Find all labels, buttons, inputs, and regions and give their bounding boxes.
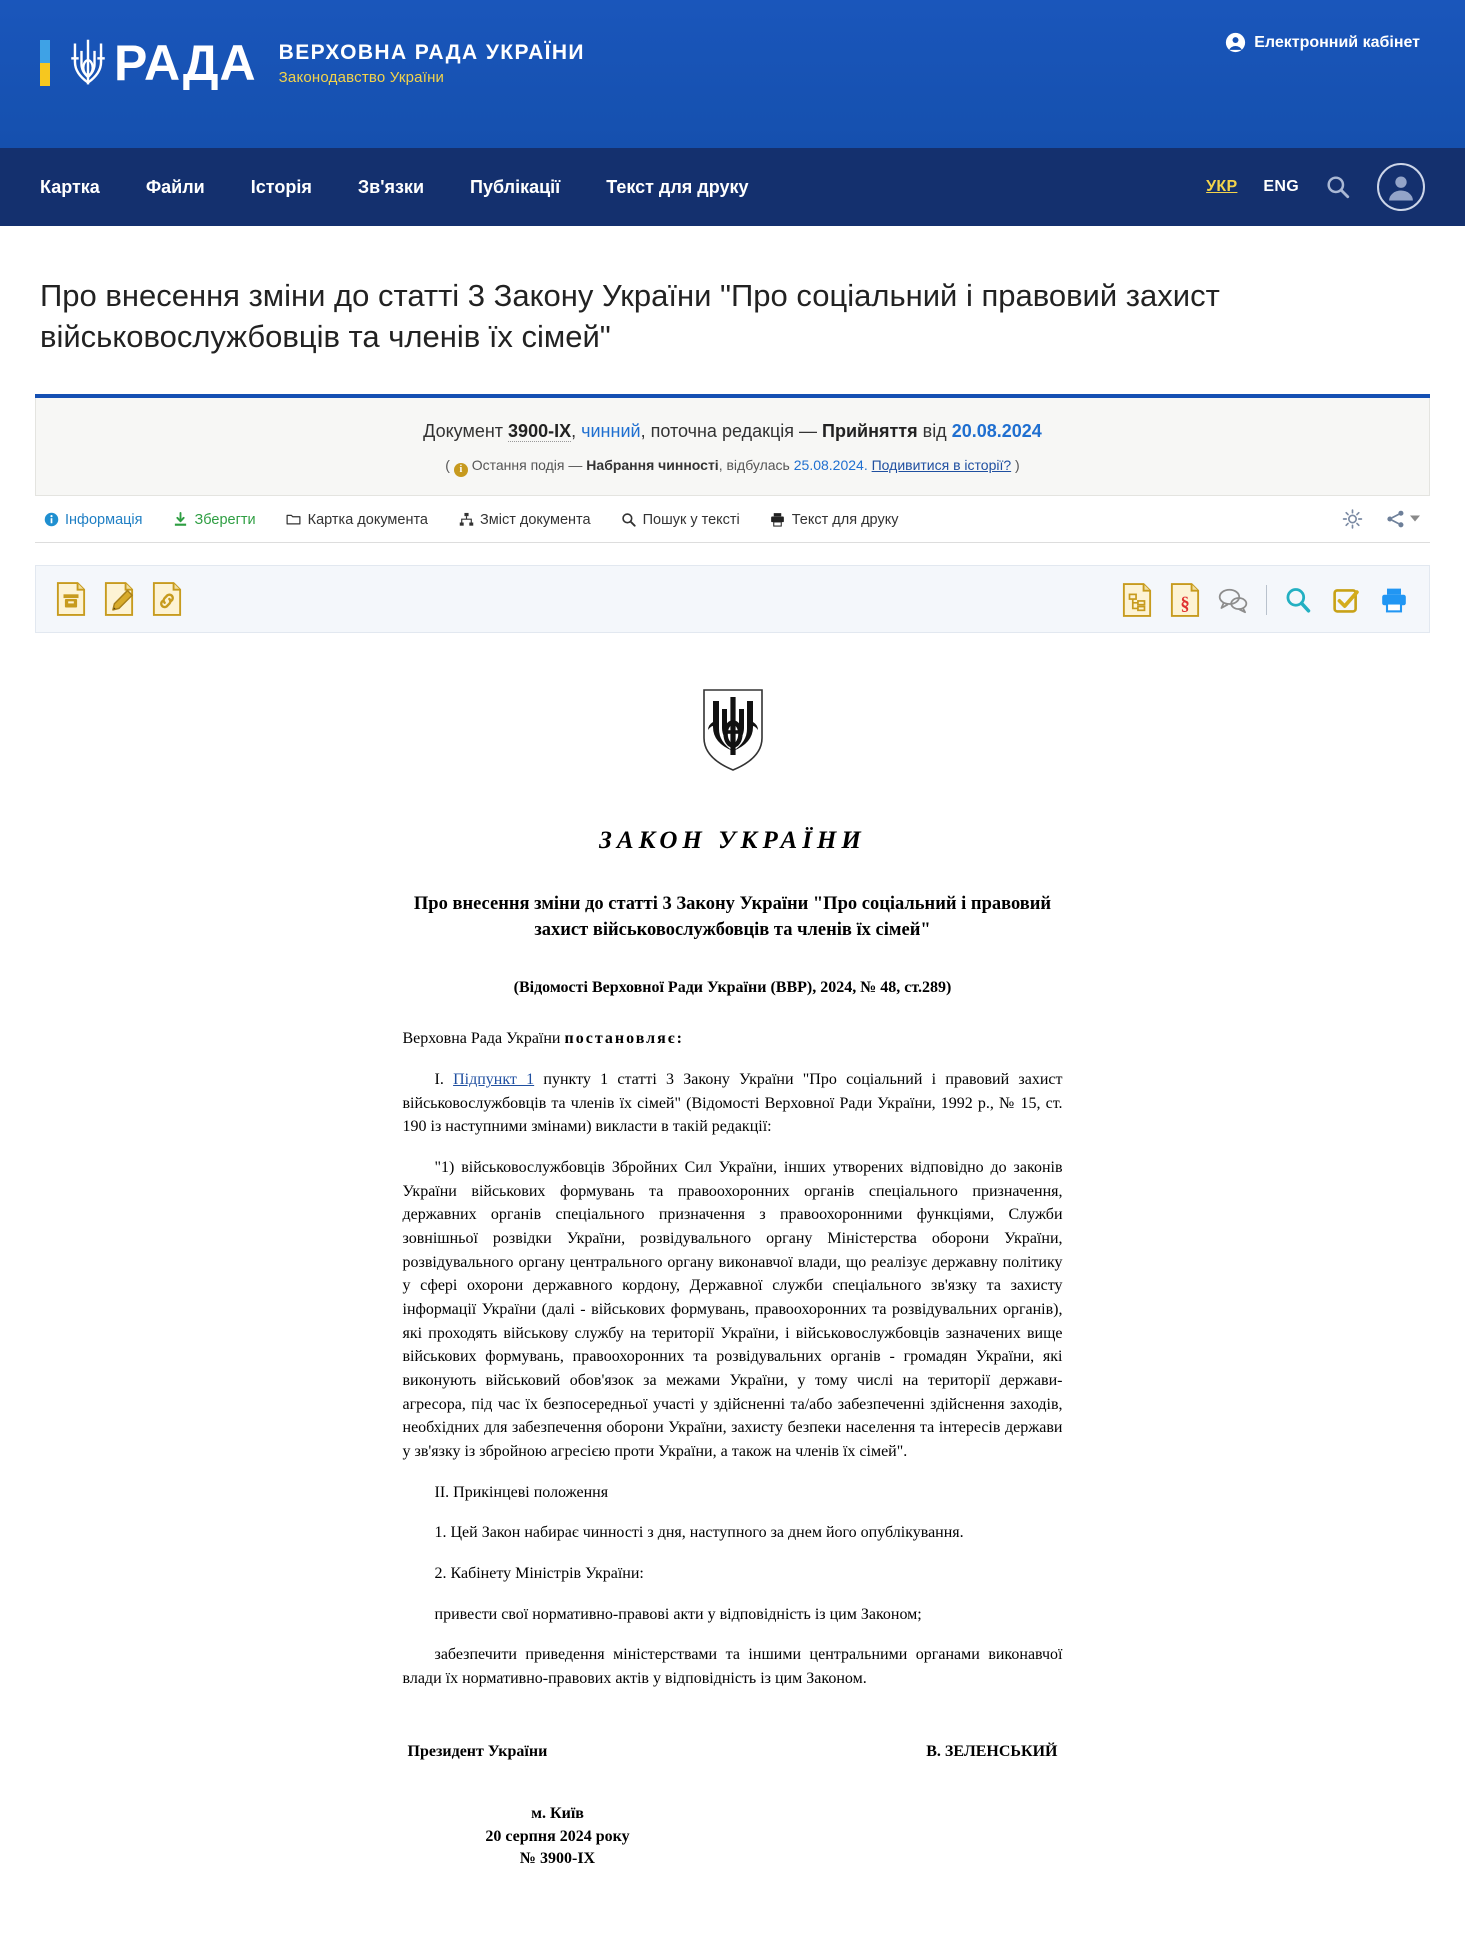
status-last-event-prefix: Остання подія — xyxy=(471,456,583,473)
action-save-label: Зберегти xyxy=(194,511,256,528)
magnifier-icon xyxy=(1284,586,1312,614)
action-document-contents[interactable] xyxy=(458,512,591,528)
comments-button[interactable] xyxy=(1216,582,1250,618)
status-primary-line: Документ 3900-IX, чинний, поточна редакція — Прийняття від 20.08.2024 xyxy=(423,420,1042,441)
clause-two-item-1: 1. Цей Закон набирає чинності з дня, наступного за днем його опублікування. xyxy=(434,1524,964,1542)
action-toolbar xyxy=(35,496,1430,543)
user-circle-icon xyxy=(1225,32,1246,53)
status-doc-number: 3900-IX xyxy=(508,420,572,441)
coat-of-arms xyxy=(403,688,1063,777)
action-search-in-text-label: Пошук у тексті xyxy=(642,511,740,528)
brand-mark: РАДА xyxy=(114,35,257,91)
document-paragraph-icon xyxy=(1170,583,1200,617)
download-icon xyxy=(173,512,189,528)
brand-title: ВЕРХОВНА РАДА УКРАЇНИ xyxy=(278,40,585,64)
signing-date: 20 серпня 2024 року xyxy=(485,1827,630,1845)
nav-right-controls xyxy=(1206,148,1425,226)
clause-two-heading: II. Прикінцеві положення xyxy=(434,1483,609,1501)
brand-subtitle: Законодавство України xyxy=(278,69,445,87)
signature-row xyxy=(403,1743,1063,1761)
action-information[interactable] xyxy=(43,512,143,528)
signature-role: Президент України xyxy=(407,1742,548,1760)
document-edit-icon xyxy=(104,582,134,616)
nav-item-zvyazky[interactable]: Зв'язки xyxy=(357,176,425,197)
action-document-contents-label: Зміст документа xyxy=(480,511,591,528)
document-structure-icon xyxy=(1122,583,1152,617)
electronic-cabinet-label: Електронний кабінет xyxy=(1254,33,1420,51)
status-paren-open: ( xyxy=(445,456,450,473)
action-print-text[interactable] xyxy=(770,512,899,528)
share-button[interactable] xyxy=(1385,508,1420,529)
document-structure-button[interactable] xyxy=(1120,582,1154,618)
view-in-history-link[interactable]: Подивитися в історії? xyxy=(871,456,1012,473)
icon-toolbar-right-group xyxy=(1106,566,1411,634)
nav-items xyxy=(40,177,749,198)
icon-toolbar-left-group xyxy=(54,581,198,617)
lang-ukr-link[interactable]: УКР xyxy=(1206,178,1238,195)
clause-two-item-2: 2. Кабінету Міністрів України: xyxy=(434,1565,644,1583)
status-last-event-name: Набрання чинності xyxy=(586,456,719,473)
printer-icon xyxy=(770,512,786,528)
document-edit-button[interactable] xyxy=(102,581,136,617)
signature-name: В. ЗЕЛЕНСЬКИЙ xyxy=(926,1742,1058,1760)
status-event-type: Прийняття xyxy=(822,420,918,441)
clause-two-subitem-2: забезпечити приведення міністерствами та іншими центральними органами виконавчої влади їх нормативно-правових актів у відповідність із цим Законом. xyxy=(402,1646,1063,1688)
share-icon xyxy=(1385,508,1406,529)
action-print-text-label: Текст для друку xyxy=(791,511,899,528)
signing-place-block xyxy=(433,1803,683,1871)
nav-item-istoriya[interactable]: Історія xyxy=(250,176,312,197)
document-archive-button[interactable] xyxy=(54,581,88,617)
chevron-down-icon xyxy=(1410,516,1420,522)
folder-icon xyxy=(286,512,302,528)
clause-one-rest: пункту 1 статті 3 Закону України "Про соціальний і правовий захист військовослужбовців та членів їх сімей" (Відомості Верховної Ради України, 1992 р., № 15, ст. 190 із наступними змінами) викласти в такій редакції: xyxy=(402,1071,1063,1136)
document-link-button[interactable] xyxy=(150,581,184,617)
print-button[interactable] xyxy=(1377,582,1411,618)
nav-item-kartka[interactable]: Картка xyxy=(40,176,100,197)
nav-item-tekst-dlya-druku[interactable]: Текст для друку xyxy=(606,176,749,197)
checkbox-checked-icon xyxy=(1332,586,1360,614)
status-occurred-date: 25.08.2024. xyxy=(793,456,868,473)
action-search-in-text[interactable] xyxy=(621,512,740,528)
main-navigation xyxy=(0,148,1465,226)
action-document-card-label: Картка документа xyxy=(307,511,428,528)
comments-icon xyxy=(1217,585,1249,615)
checkbox-button[interactable] xyxy=(1329,582,1363,618)
status-secondary-line: ( i Остання подія — Набрання чинності, відбулась 25.08.2024. Подивитися в історії? ) xyxy=(445,456,1020,475)
info-circle-icon: i xyxy=(454,463,468,477)
toolbar-divider xyxy=(1266,585,1267,615)
law-heading: ЗАКОН УКРАЇНИ xyxy=(599,826,866,854)
signing-place: м. Київ xyxy=(531,1804,584,1822)
sitemap-icon xyxy=(458,512,474,528)
status-paren-close: ) xyxy=(1015,456,1020,473)
printer-icon xyxy=(1380,586,1408,614)
clause-one-paragraph xyxy=(403,1068,1063,1139)
law-subtitle: Про внесення зміни до статті 3 Закону України "Про соціальний і правовий захист військовослужбовців та членів їх сімей" xyxy=(413,893,1052,941)
signing-number: № 3900-IX xyxy=(519,1850,596,1868)
svg-text:§: § xyxy=(1180,593,1190,615)
action-information-label: Інформація xyxy=(65,511,143,528)
status-from-word: від xyxy=(922,420,947,441)
text-search-button[interactable] xyxy=(1281,582,1315,618)
electronic-cabinet-link[interactable] xyxy=(1225,32,1420,53)
status-doc-word: Документ xyxy=(423,420,504,441)
nav-item-faily[interactable]: Файли xyxy=(145,176,205,197)
search-icon[interactable] xyxy=(1325,174,1351,200)
clause-two-subitem-1: привести свої нормативно-правові акти у відповідність із цим Законом; xyxy=(434,1605,922,1623)
ukraine-trident-coat-of-arms-icon xyxy=(702,688,764,772)
page-title: Про внесення зміни до статті 3 Закону України "Про соціальний і правовий захист військовослужбовців та членів їх сімей" xyxy=(40,278,1220,354)
magnifier-icon xyxy=(621,512,637,528)
quoted-clause-paragraph: "1) військовослужбовців Збройних Сил України, інших утворених відповідно до законів України військових формувань та правоохоронних органів спеціального призначення, державних органів спеціального призначення з правоохоронними функціями, Служби зовнішньої розвідки України, розвідувального органу Міністерства оборони України, розвідувального органу центрального органу виконавчої влади, що реалізує державну політику у сфері охорони державного кордону, Державної служби спеціального зв'язку та захисту інформації України (далі - військових формувань, правоохоронних та розвідувальних органів), які проходять військову службу на території України, і військовослужбовців зазначених вище військових формувань, правоохоронних та розвідувальних органів - громадян України, які виконують військовий обов'язок за межами України, у тому числі на території держави-агресора, під час їх безпосередньої участі у здійсненні та/або забезпеченні здійснення заходів, необхідних для забезпечення оборони України, захисту безпеки населення та інтересів держави у зв'язку із збройною агресією проти України, а також на членів їх сімей". xyxy=(402,1159,1063,1461)
document-icon-toolbar xyxy=(35,565,1430,633)
gear-icon[interactable] xyxy=(1342,508,1363,529)
trident-icon xyxy=(64,36,112,90)
site-header xyxy=(0,0,1465,148)
document-paragraph-button[interactable] xyxy=(1168,582,1202,618)
action-toolbar-right xyxy=(1320,508,1420,529)
preamble-paragraph xyxy=(403,1027,1063,1051)
action-document-card[interactable] xyxy=(286,512,428,528)
document-status-box xyxy=(35,398,1430,496)
action-save[interactable] xyxy=(173,512,256,528)
clause-one-prefix: I. xyxy=(434,1071,454,1089)
status-date: 20.08.2024 xyxy=(951,420,1042,441)
subclause-1-link[interactable]: Підпункт 1 xyxy=(453,1071,535,1089)
legal-document-body xyxy=(403,633,1063,1911)
preamble-prefix: Верховна Рада України xyxy=(402,1030,565,1048)
lang-eng-link[interactable]: ENG xyxy=(1263,178,1299,195)
document-link-icon xyxy=(152,582,182,616)
document-archive-icon xyxy=(56,582,86,616)
preamble-bold: постановляє: xyxy=(564,1030,684,1048)
vvr-reference: (Відомості Верховної Ради України (ВВР), 2024, № 48, ст.289) xyxy=(513,979,952,997)
info-circle-icon xyxy=(43,512,59,528)
status-validity: чинний xyxy=(581,420,641,441)
nav-item-publikatsii[interactable]: Публікації xyxy=(470,176,561,197)
status-occurred-word: відбулась xyxy=(726,456,790,473)
avatar-icon[interactable] xyxy=(1377,163,1425,211)
flag-bar-icon xyxy=(40,40,50,86)
status-edition-text: поточна редакція — xyxy=(650,420,818,441)
content-area xyxy=(0,276,1465,1911)
site-logo[interactable] xyxy=(40,36,585,90)
